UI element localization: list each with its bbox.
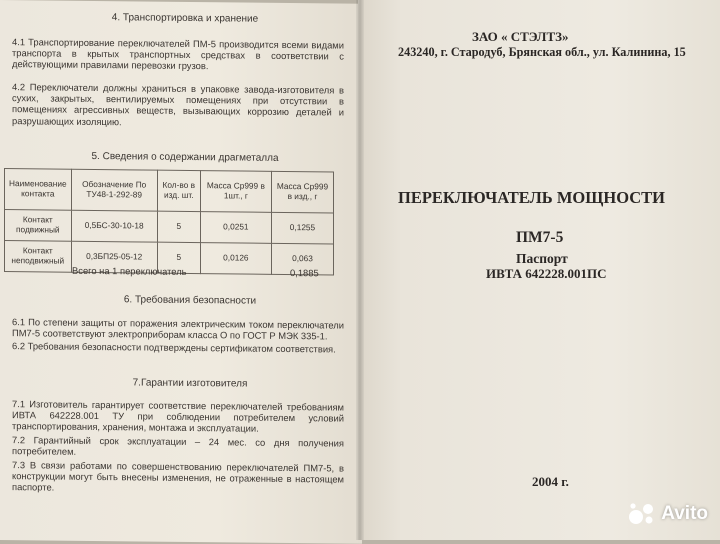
table-header-row <box>5 169 334 213</box>
table-cell: 5 <box>157 211 200 242</box>
table-header-cell: Кол-во в изд. шт. <box>157 170 200 211</box>
section-7-paragraph-3: 7.3 В связи работами по совершенствованию переключателей ПМ7-5, в конструкции могут быть внесены изменения, не отраженные в настоящем паспорте. <box>12 459 344 493</box>
company-name: ЗАО « СТЭЛТЗ» <box>472 29 569 44</box>
section-7-paragraph-1: 7.1 Изготовитель гарантирует соответствие переключателей требованиям ИВТА 642228.001 ТУ при соблюдении потребителем условий транспортирования, хранения, монтажа и эксплуатации. <box>12 398 344 435</box>
right-page <box>358 0 720 540</box>
table-cell: 0,063 <box>271 243 333 275</box>
table-header-cell: Наименование контакта <box>5 169 72 211</box>
page-fold <box>356 0 364 540</box>
table-header-cell: Масса Ср999 в изд., г <box>271 171 333 213</box>
avito-watermark <box>628 502 708 526</box>
section-4-title: 4. Транспортировка и хранение <box>111 12 259 25</box>
table-cell: 0,5БС-30-10-18 <box>71 210 157 242</box>
precious-metal-table <box>4 168 334 275</box>
table-cell: 0,0126 <box>200 243 271 275</box>
table-cell: 0,0251 <box>200 212 271 244</box>
section-7-title: 7.Гарантии изготовителя <box>132 377 248 390</box>
section-6-paragraph-2: 6.2 Требования безопасности подтверждены сертификатом соответствия. <box>12 340 336 355</box>
table-cell: Контакт подвижный <box>5 210 72 242</box>
section-7-paragraph-2: 7.2 Гарантийный срок эксплуатации – 24 мес. со дня получения потребителем. <box>12 434 344 458</box>
document-code: ИВТА 642228.001ПС <box>486 266 607 281</box>
table-cell: 5 <box>157 242 200 273</box>
document-type: Паспорт <box>516 251 568 266</box>
table-total-label: Всего на 1 переключатель <box>72 264 187 277</box>
section-4-paragraph-2: 4.2 Переключатели должны храниться в упаковке завода-изготовителя в сухих, закрытых, вентилируемых помещениях при отсутствии в помещениях агрессивных веществ, вызывающих коррозию деталей и разрушающих изоляцию. <box>12 81 344 127</box>
table-cell: 0,3БП25-05-12 <box>71 241 157 273</box>
document-title: ПЕРЕКЛЮЧАТЕЛЬ МОЩНОСТИ <box>398 188 665 207</box>
section-5-title: 5. Сведения о содержании драгметалла <box>91 150 279 164</box>
table-cell: Контакт неподвижный <box>5 241 72 273</box>
document-year: 2004 г. <box>532 474 569 489</box>
table-header-cell: Обозначение По ТУ48-1-292-89 <box>71 169 157 211</box>
section-6-title: 6. Требования безопасности <box>123 294 257 307</box>
avito-logo-icon <box>628 502 656 526</box>
section-4-paragraph-1: 4.1 Транспортирование переключателей ПМ-5 производится всеми видами транспорта в крытых транспортных средствах в соответствии с действующими правилами перевозки грузов. <box>12 36 344 72</box>
company-address: 243240, г. Стародуб, Брянская обл., ул. Калинина, 15 <box>398 45 686 59</box>
section-6-paragraph-1: 6.1 По степени защиты от поражения электрическим током переключатели ПМ7-5 соответствуют электроприборам класса О по ГОСТ Р МЭК 335-1. <box>12 316 344 342</box>
table-row <box>5 210 334 244</box>
table-total-value: 0,1885 <box>290 267 319 279</box>
product-model: ПМ7-5 <box>516 229 564 246</box>
avito-watermark-text: Avito <box>661 503 708 524</box>
table-cell: 0,1255 <box>271 212 333 244</box>
table-header-cell: Масса Ср999 в 1шт., г <box>200 171 271 213</box>
